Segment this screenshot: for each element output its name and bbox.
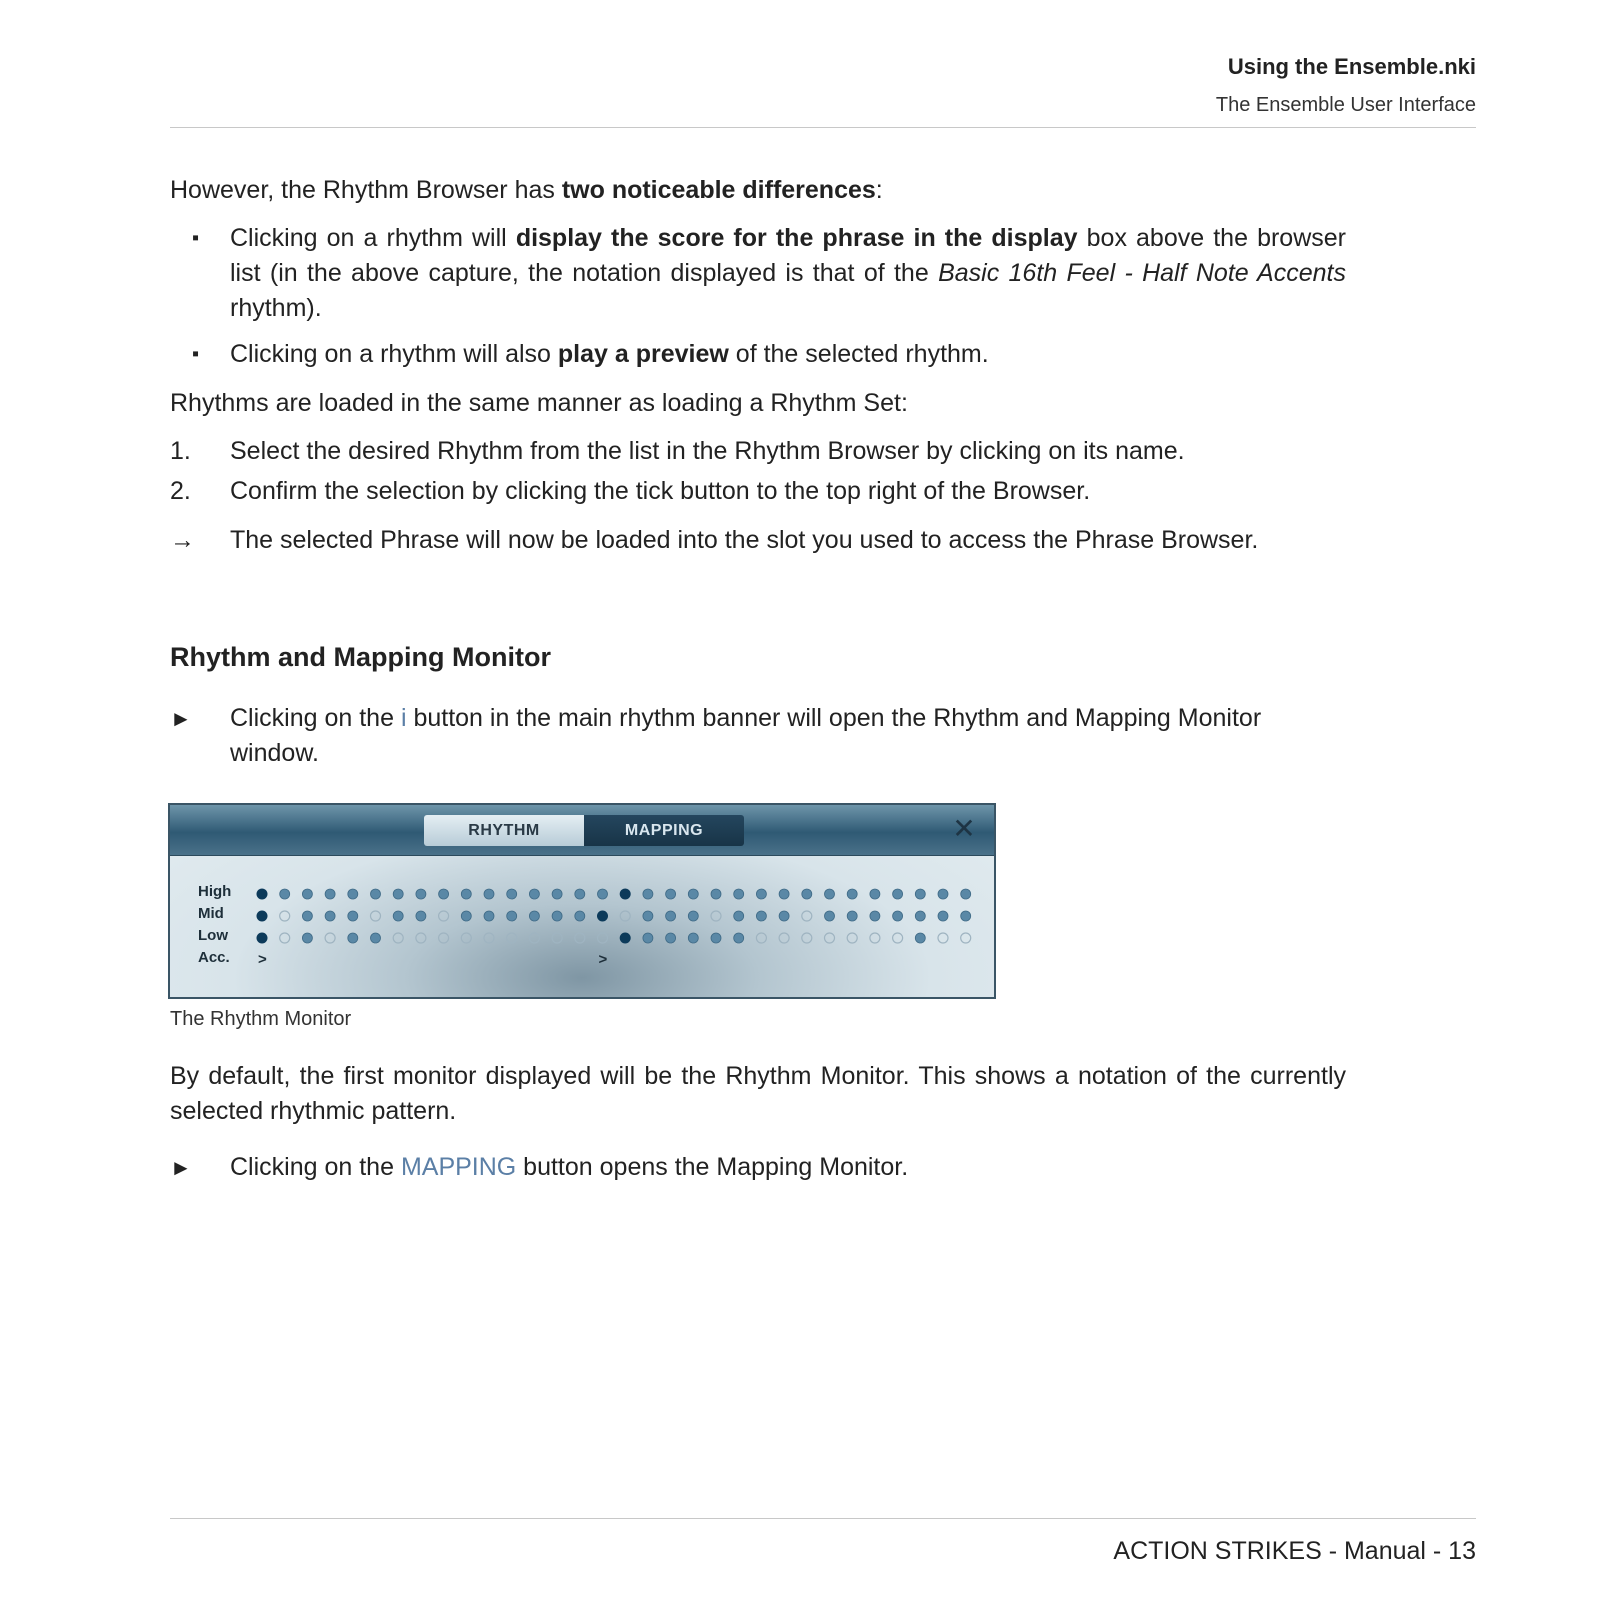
rhythm-step-dot	[734, 933, 744, 943]
bullet-text: of the selected rhythm.	[728, 340, 989, 368]
intro-paragraph	[170, 173, 883, 208]
rhythm-step-dot	[915, 911, 925, 921]
rhythm-step-dot	[756, 933, 766, 943]
rhythm-step-dot	[643, 889, 653, 899]
instruction-arrow-icon: ►	[170, 1155, 192, 1180]
rhythm-step-dot	[280, 933, 290, 943]
instruction-text: Clicking on the	[230, 704, 401, 732]
row-label-high: High	[198, 883, 232, 900]
rhythm-step-dot	[961, 911, 971, 921]
rhythm-step-dot	[575, 911, 585, 921]
rhythm-step-dot	[461, 933, 471, 943]
bullet-item-display-score	[230, 221, 1346, 326]
rhythm-step-dot	[416, 933, 426, 943]
bullet-marker: ▪	[192, 227, 200, 249]
rhythm-step-dot	[552, 889, 562, 899]
rhythm-step-dot	[575, 933, 585, 943]
instruction-open-mapping	[230, 1150, 908, 1185]
rhythm-step-dot	[666, 911, 676, 921]
rhythm-step-dot	[348, 889, 358, 899]
close-icon[interactable]: ✕	[952, 813, 976, 844]
rhythm-step-dot	[416, 889, 426, 899]
rhythm-step-dot	[847, 889, 857, 899]
rhythm-step-dot	[302, 889, 312, 899]
rhythm-step-dot	[734, 911, 744, 921]
rhythm-step-dot	[280, 889, 290, 899]
row-label-mid: Mid	[198, 905, 224, 922]
rhythm-step-dot	[825, 911, 835, 921]
rhythm-step-dot	[756, 889, 766, 899]
footer-divider	[170, 1518, 1476, 1519]
accent-mark: >	[598, 951, 608, 968]
rhythm-step-dot	[393, 911, 403, 921]
header-subtitle: The Ensemble User Interface	[1215, 94, 1476, 116]
rhythm-step-dot	[734, 889, 744, 899]
rhythm-step-dot	[280, 911, 290, 921]
rhythm-step-dot	[439, 889, 449, 899]
rhythm-step-dot	[529, 933, 539, 943]
bullet-bold: display the score for the phrase in the display	[515, 224, 1078, 252]
rhythm-step-dot	[711, 889, 721, 899]
rhythm-step-dot	[529, 911, 539, 921]
rhythm-step-dot	[439, 933, 449, 943]
tab-mapping[interactable]: MAPPING	[584, 815, 744, 846]
rhythm-step-dot	[779, 933, 789, 943]
rhythm-step-dot	[552, 911, 562, 921]
rhythm-step-dot	[439, 911, 449, 921]
rhythm-step-dot	[371, 911, 381, 921]
rhythm-step-dot	[529, 889, 539, 899]
rhythm-step-dot	[620, 889, 631, 900]
accent-mark: >	[258, 951, 267, 968]
intro-bold: two noticeable differences	[561, 176, 876, 204]
rhythm-step-dot	[666, 933, 676, 943]
rhythm-step-dot	[643, 933, 653, 943]
rhythm-step-dot	[756, 911, 766, 921]
rhythm-step-dot	[688, 933, 698, 943]
rhythm-step-dot	[825, 933, 835, 943]
instruction-arrow-icon: ►	[170, 706, 192, 731]
section-heading: Rhythm and Mapping Monitor	[170, 642, 551, 672]
rhythm-step-dot	[598, 933, 608, 943]
instruction-text: button in the main rhythm banner will open the Rhythm and Mapping Monitor window.	[230, 704, 1262, 767]
rhythm-step-dot	[893, 889, 903, 899]
rhythm-step-dot	[620, 911, 630, 921]
bullet-text: Clicking on a rhythm will also	[230, 340, 558, 368]
rhythm-step-dot	[325, 889, 335, 899]
rhythm-step-dot	[257, 911, 268, 922]
rhythm-step-dot	[575, 889, 585, 899]
step-text: Select the desired Rhythm from the list in the Rhythm Browser by clicking on its name.	[230, 437, 1185, 465]
rhythm-step-dot	[847, 911, 857, 921]
rhythm-step-dot	[484, 889, 494, 899]
rhythm-step-dot	[461, 889, 471, 899]
step-text: Confirm the selection by clicking the tick button to the top right of the Browser.	[230, 477, 1091, 505]
rhythm-step-dot	[961, 889, 971, 899]
rhythm-step-dot	[938, 933, 948, 943]
row-label-accent: Acc.	[198, 949, 230, 966]
rhythm-step-dot	[393, 889, 403, 899]
rhythm-step-dot	[802, 889, 812, 899]
row-label-low: Low	[198, 927, 228, 944]
figure-caption: The Rhythm Monitor	[170, 1008, 352, 1030]
bullet-text: box above the browser list (in the above capture, the notation displayed is that of the	[230, 224, 1346, 287]
rhythm-step-dot	[461, 911, 471, 921]
bullet-marker: ▪	[192, 343, 200, 365]
rhythm-step-dot	[325, 911, 335, 921]
rhythm-step-dot	[257, 889, 268, 900]
rhythm-step-dot	[598, 889, 608, 899]
default-monitor-paragraph: By default, the first monitor displayed will be the Rhythm Monitor. This shows a notation of the currently selected rhythmic pattern.	[170, 1062, 1346, 1125]
rhythm-step-dot	[825, 889, 835, 899]
rhythm-step-dot	[938, 889, 948, 899]
rhythm-step-dot	[597, 911, 608, 922]
result-arrow-icon: →	[170, 526, 195, 554]
rhythm-step-dot	[711, 911, 721, 921]
page-footer: ACTION STRIKES - Manual - 13	[1113, 1537, 1476, 1565]
rhythm-step-dot	[371, 889, 381, 899]
rhythm-step-dot	[507, 889, 517, 899]
header-title: Using the Ensemble.nki	[1227, 54, 1476, 79]
rhythm-step-dot	[938, 911, 948, 921]
rhythm-step-dot	[961, 933, 971, 943]
rhythm-step-dot	[847, 933, 857, 943]
rhythm-step-dot	[620, 933, 631, 944]
rhythm-step-dot	[348, 911, 358, 921]
step-number: 2.	[170, 477, 191, 505]
bullet-text: rhythm).	[230, 294, 322, 322]
rhythm-step-dot	[348, 933, 358, 943]
intro-text: However, the Rhythm Browser has	[170, 176, 562, 204]
rhythm-step-dot	[302, 911, 312, 921]
rhythm-step-dot	[507, 933, 517, 943]
mapping-button-reference: MAPPING	[400, 1153, 517, 1181]
rhythm-step-dot	[870, 933, 880, 943]
instruction-open-monitor	[230, 701, 1320, 771]
rhythm-step-dot	[325, 933, 335, 943]
rhythm-step-dot	[416, 911, 426, 921]
rhythm-step-dot	[870, 911, 880, 921]
rhythm-step-dot	[666, 889, 676, 899]
rhythm-step-dot	[643, 911, 653, 921]
rhythm-step-dot	[915, 933, 925, 943]
rhythm-step-dot	[484, 911, 494, 921]
rhythm-step-dot	[870, 889, 880, 899]
rhythm-step-dot	[688, 911, 698, 921]
instruction-text: button opens the Mapping Monitor.	[516, 1153, 909, 1181]
rhythm-grid	[170, 805, 994, 997]
rhythm-step-dot	[893, 911, 903, 921]
rhythm-step-dot	[802, 911, 812, 921]
rhythm-step-dot	[688, 889, 698, 899]
rhythm-step-dot	[257, 933, 268, 944]
loading-paragraph: Rhythms are loaded in the same manner as loading a Rhythm Set:	[170, 389, 908, 417]
rhythm-name: Basic 16th Feel - Half Note Accents	[938, 259, 1346, 287]
rhythm-step-dot	[393, 933, 403, 943]
rhythm-step-dot	[711, 933, 721, 943]
rhythm-step-dot	[893, 933, 903, 943]
rhythm-step-dot	[779, 889, 789, 899]
rhythm-step-dot	[779, 911, 789, 921]
rhythm-monitor-panel	[168, 803, 996, 999]
page-header	[170, 50, 1476, 128]
intro-colon: :	[875, 176, 883, 204]
info-button-reference: i	[400, 704, 407, 732]
result-text: The selected Phrase will now be loaded into the slot you used to access the Phrase Browser.	[230, 526, 1259, 554]
rhythm-step-dot	[484, 933, 494, 943]
bullet-item-play-preview	[230, 337, 989, 372]
rhythm-step-dot	[802, 933, 812, 943]
rhythm-step-dot	[302, 933, 312, 943]
rhythm-step-dot	[371, 933, 381, 943]
rhythm-step-dot	[552, 933, 562, 943]
bullet-text: Clicking on a rhythm will	[230, 224, 516, 252]
tab-rhythm[interactable]: RHYTHM	[424, 815, 584, 846]
step-number: 1.	[170, 437, 191, 465]
bullet-bold: play a preview	[557, 340, 729, 368]
rhythm-step-dot	[915, 889, 925, 899]
rhythm-step-dot	[507, 911, 517, 921]
instruction-text: Clicking on the	[230, 1153, 401, 1181]
